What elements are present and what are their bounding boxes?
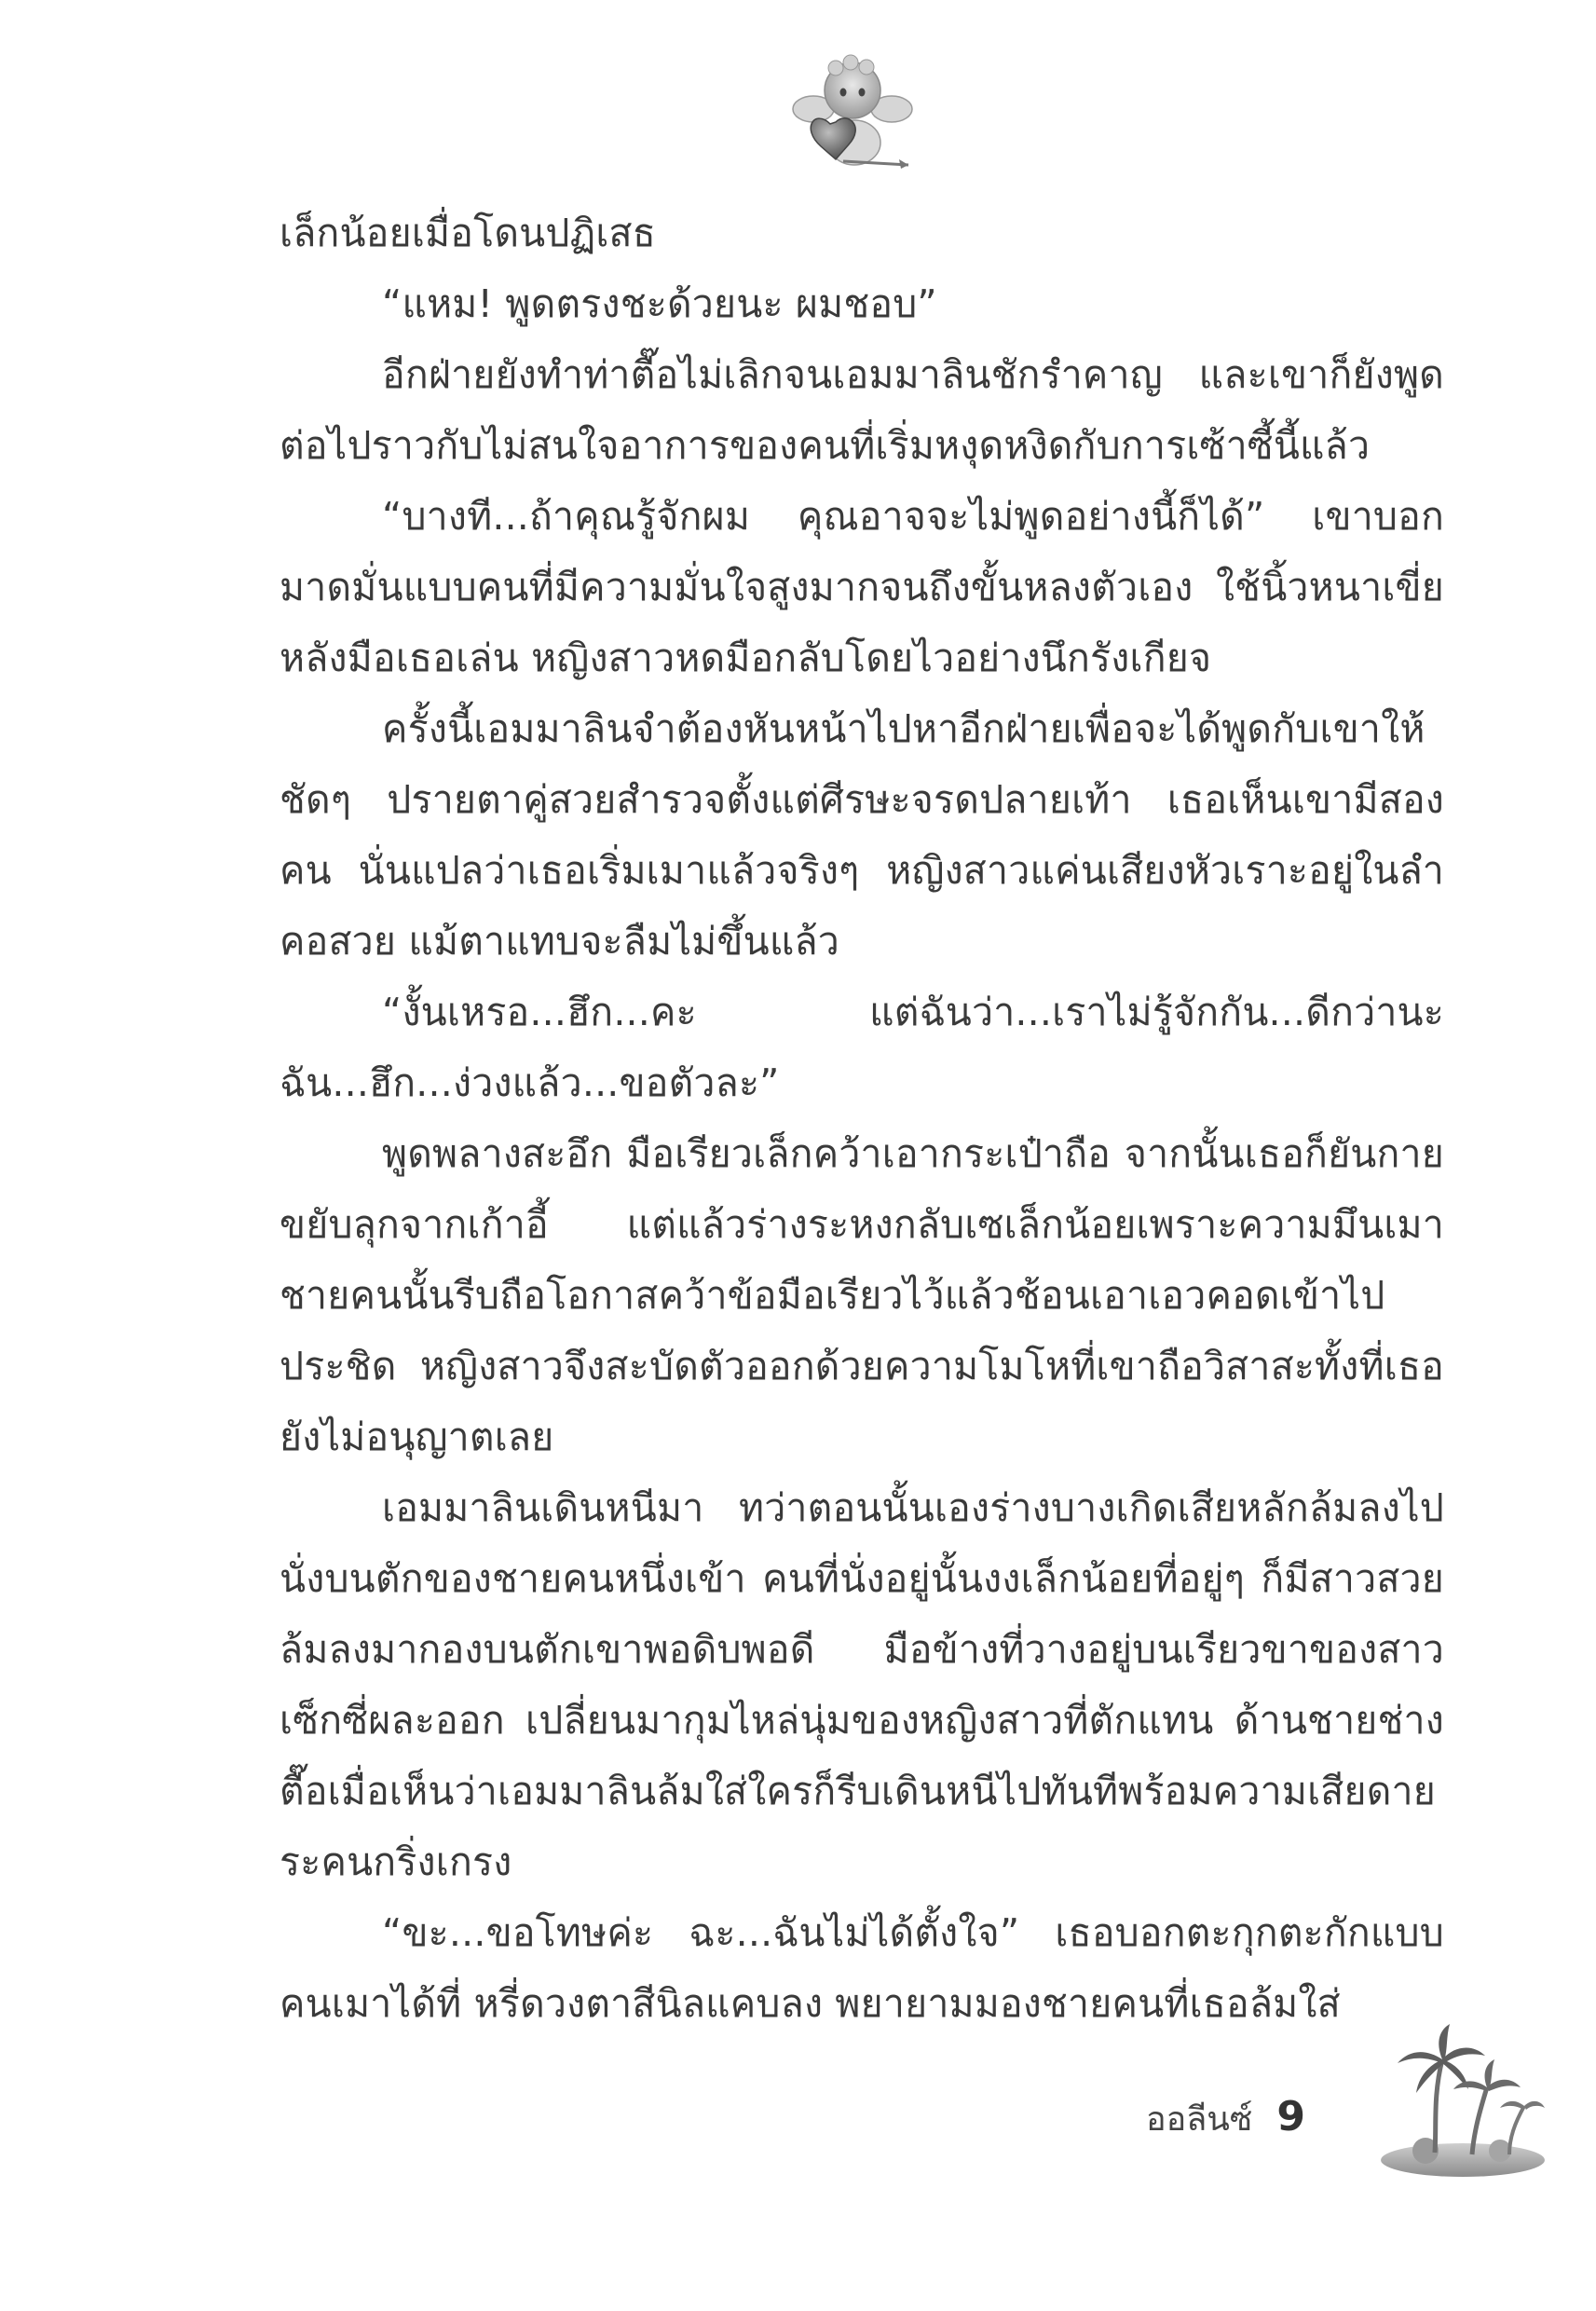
paragraph-9: “ขะ...ขอโทษค่ะ ฉะ...ฉันไม่ได้ตั้งใจ” เธอบอกตะกุกตะกักแบบคนเมาได้ที่ หรี่ดวงตาสีนิลแคบลง พยายามมองชายคนที่เธอล้มใส่ xyxy=(280,1910,1444,2026)
story-text xyxy=(280,198,1444,2039)
paragraph-4: “บางที...ถ้าคุณรู้จักผม คุณอาจจะไม่พูดอย่างนี้ก็ได้” เขาบอกมาดมั่นแบบคนที่มีความมั่นใจสูงมากจนถึงขั้นหลงตัวเอง ใช้นิ้วหนาเขี่ยหลังมือเธอเล่น หญิงสาวหดมือกลับโดยไวอย่างนึกรังเกียจ xyxy=(280,494,1444,680)
paragraph-1: เล็กน้อยเมื่อโดนปฏิเสธ xyxy=(280,211,656,255)
paragraph-7: พูดพลางสะอึก มือเรียวเล็กคว้าเอากระเป๋าถือ จากนั้นเธอก็ยันกายขยับลุกจากเก้าอี้ แต่แล้วร่างระหงกลับเซเล็กน้อยเพราะความมึนเมา ชายคนนั้นรีบถือโอกาสคว้าข้อมือเรียวไว้แล้วช้อนเอาเอวคอดเข้าไปประชิด หญิงสาวจึงสะบัดตัวออกด้วยความโมโหที่เขาถือวิสาสะทั้งที่เธอยังไม่อนุญาตเลย xyxy=(280,1131,1444,1459)
palm-island-icon xyxy=(1370,2022,1547,2181)
page-number: 9 xyxy=(1276,2093,1305,2140)
cherub-holding-heart-icon xyxy=(787,51,918,172)
paragraph-8: เอมมาลินเดินหนีมา ทว่าตอนนั้นเองร่างบางเกิดเสียหลักล้มลงไปนั่งบนตักของชายคนหนึ่งเข้า คนที่นั่งอยู่นั้นงงเล็กน้อยที่อยู่ๆ ก็มีสาวสวยล้มลงมากองบนตักเขาพอดิบพอดี มือข้างที่วางอยู่บนเรียวขาของสาวเซ็กซี่ผละออก เปลี่ยนมากุมไหล่นุ่มของหญิงสาวที่ตักแทน ด้านชายช่างตื๊อเมื่อเห็นว่าเอมมาลินล้มใส่ใครก็รีบเดินหนีไปทันทีพร้อมความเสียดายระคนกริ่งเกรง xyxy=(280,1485,1444,1884)
book-title: ออลีนซ์ xyxy=(1146,2100,1253,2139)
paragraph-2: “แหม! พูดตรงชะด้วยนะ ผมชอบ” xyxy=(382,281,937,326)
paragraph-6: “งั้นเหรอ...ฮึก...คะ แต่ฉันว่า...เราไม่รู้จักกัน...ดีกว่านะ ฉัน...ฮึก...ง่วงแล้ว...ขอตัวละ” xyxy=(280,990,1444,1105)
paragraph-3: อีกฝ่ายยังทำท่าตื๊อไม่เลิกจนเอมมาลินชักรำคาญ และเขาก็ยังพูดต่อไปราวกับไม่สนใจอาการของคนที่เริ่มหงุดหงิดกับการเซ้าซี้นี้แล้ว xyxy=(280,352,1444,468)
paragraph-5: ครั้งนี้เอมมาลินจำต้องหันหน้าไปหาอีกฝ่ายเพื่อจะได้พูดกับเขาให้ชัดๆ ปรายตาคู่สวยสำรวจตั้งแต่ศีรษะจรดปลายเท้า เธอเห็นเขามีสองคน นั่นแปลว่าเธอเริ่มเมาแล้วจริงๆ หญิงสาวแค่นเสียงหัวเราะอยู่ในลำคอสวย แม้ตาแทบจะลืมไม่ขึ้นแล้ว xyxy=(280,706,1444,964)
page-footer xyxy=(1146,2092,1305,2167)
